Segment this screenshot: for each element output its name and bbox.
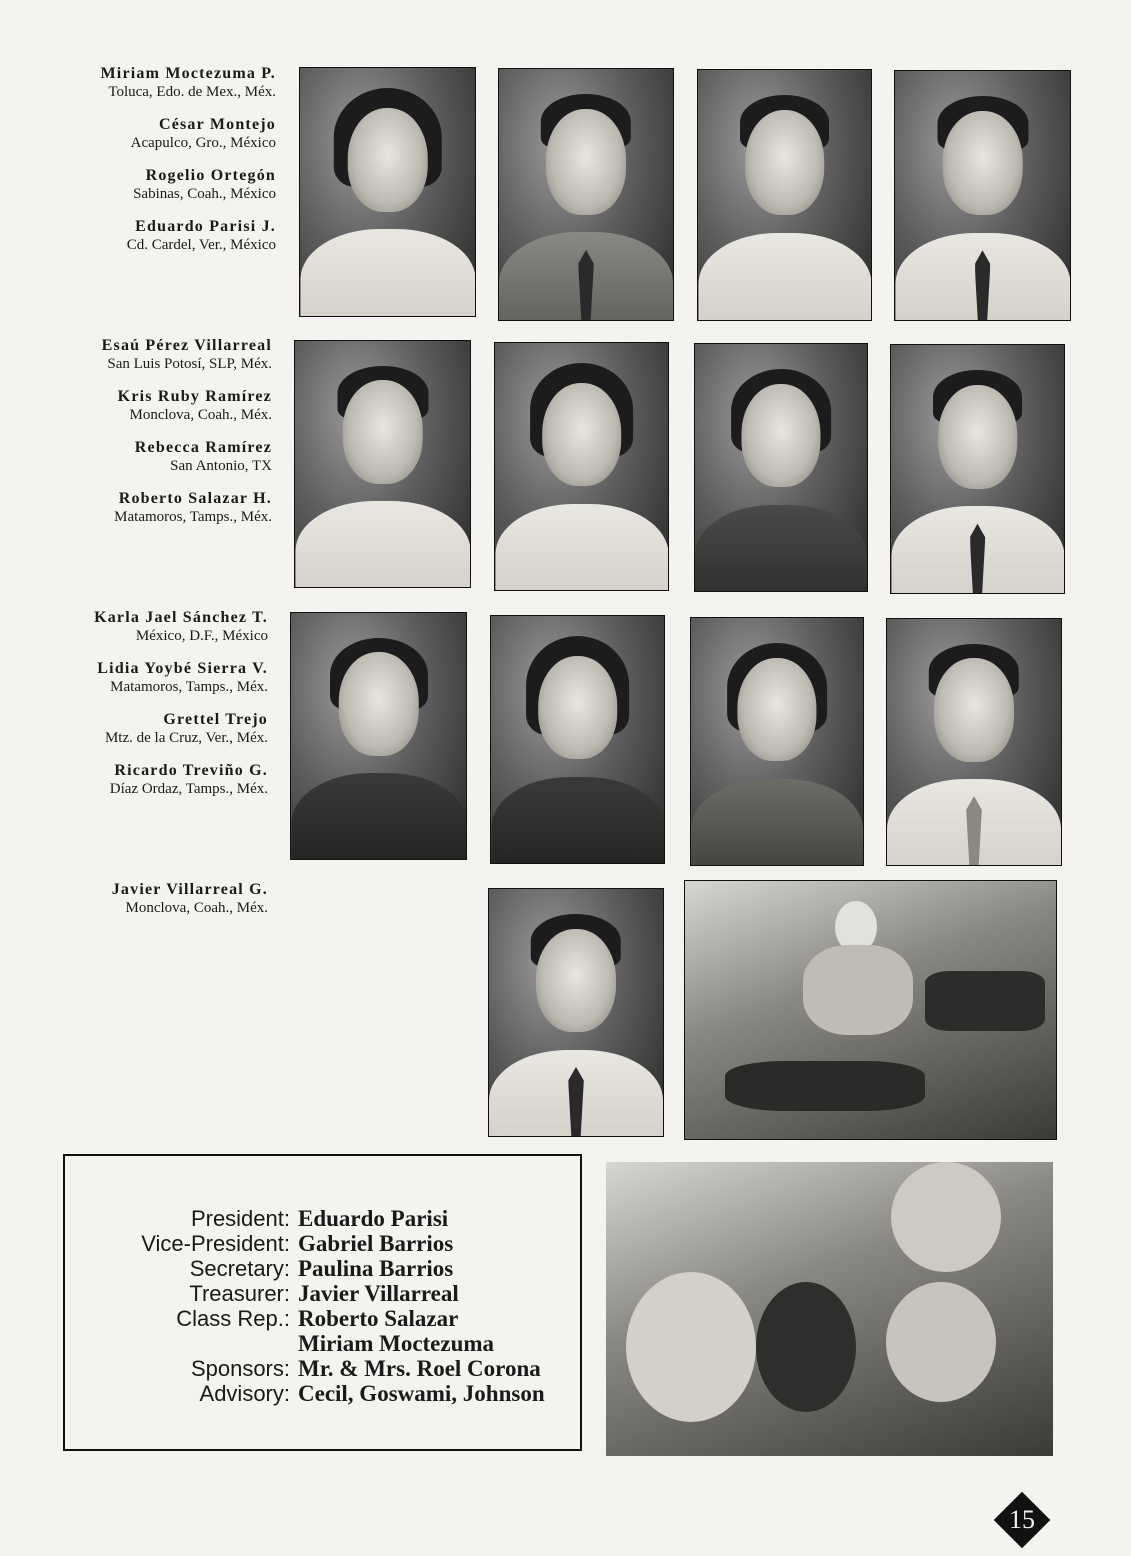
portrait-photo [894,70,1071,321]
officer-row [65,1356,580,1381]
officer-role: Treasurer: [189,1281,290,1306]
student-entry [48,659,268,696]
officer-name: Eduardo Parisi [298,1206,449,1231]
student-name: Rogelio Ortegón [145,167,276,184]
student-entry [56,217,276,254]
student-city: Cd. Cardel, Ver., México [126,237,276,253]
student-city: Acapulco, Gro., México [130,135,276,151]
student-name: Grettel Trejo [163,711,268,728]
officer-name: Miriam Moctezuma [298,1331,495,1356]
student-city: San Antonio, TX [170,458,272,474]
portrait-photo [690,617,864,866]
portrait-photo [694,343,868,592]
page-number-text: 15 [1009,1505,1035,1534]
name-group-2 [52,336,272,540]
officer-role: Advisory: [199,1381,290,1406]
portrait-photo [490,615,665,864]
student-entry [48,761,268,798]
portrait-photo [494,342,669,591]
officer-role: Class Rep.: [176,1306,290,1331]
student-entry [48,880,268,917]
officer-row [65,1231,580,1256]
student-name: Kris Ruby Ramírez [117,388,272,405]
officer-role: Vice-President: [141,1231,290,1256]
candid-photo-group [606,1162,1053,1456]
officer-name: Mr. & Mrs. Roel Corona [298,1356,541,1381]
student-name: Esaú Pérez Villarreal [101,337,272,354]
officer-row [65,1206,580,1231]
student-name: Javier Villarreal G. [111,881,268,898]
student-city: Sabinas, Coah., México [133,186,276,202]
name-group-4 [48,880,268,931]
student-entry [56,166,276,203]
student-city: Matamoros, Tamps., Méx. [114,509,272,525]
officer-role: President: [190,1206,290,1231]
student-name: Eduardo Parisi J. [135,218,276,235]
portrait-photo [890,344,1065,594]
officer-row [65,1381,580,1406]
student-city: Monclova, Coah., Méx. [125,900,268,916]
officer-row [65,1306,580,1331]
student-city: Matamoros, Tamps., Méx. [110,679,268,695]
student-name: Roberto Salazar H. [118,490,272,507]
portrait-photo [886,618,1062,866]
student-entry [52,336,272,373]
student-city: México, D.F., México [135,628,268,644]
officer-name: Javier Villarreal [298,1281,459,1306]
student-city: Mtz. de la Cruz, Ver., Méx. [104,730,268,746]
portrait-photo [290,612,467,860]
student-city: Toluca, Edo. de Mex., Méx. [108,84,276,100]
student-city: Díaz Ordaz, Tamps., Méx. [109,781,268,797]
candid-photo-dorm [684,880,1057,1140]
student-entry [52,489,272,526]
officer-name: Cecil, Goswami, Johnson [298,1381,545,1406]
portrait-photo [294,340,471,588]
officer-row [65,1331,580,1356]
officer-name: Roberto Salazar [298,1306,459,1331]
student-entry [56,115,276,152]
student-entry [56,64,276,101]
officer-name: Paulina Barrios [298,1256,454,1281]
name-group-3 [48,608,268,812]
student-entry [52,438,272,475]
student-entry [48,710,268,747]
officer-name: Gabriel Barrios [298,1231,454,1256]
portrait-photo [498,68,674,321]
student-city: San Luis Potosí, SLP, Méx. [107,356,272,372]
portrait-photo [697,69,872,321]
student-entry [48,608,268,645]
student-city: Monclova, Coah., Méx. [129,407,272,423]
student-entry [52,387,272,424]
student-name: César Montejo [158,116,276,133]
page-number [995,1493,1049,1547]
student-name: Miriam Moctezuma P. [100,65,276,82]
officer-row [65,1281,580,1306]
student-name: Lidia Yoybé Sierra V. [97,660,268,677]
officer-row [65,1256,580,1281]
officer-role: Secretary: [189,1256,290,1281]
student-name: Rebecca Ramírez [134,439,272,456]
student-name: Ricardo Treviño G. [114,762,268,779]
portrait-photo [488,888,664,1137]
portrait-photo [299,67,476,317]
officer-role: Sponsors: [190,1356,290,1381]
officer-role [65,1331,290,1356]
class-officers-box [63,1154,582,1451]
student-name: Karla Jael Sánchez T. [94,609,268,626]
name-group-1 [56,64,276,268]
